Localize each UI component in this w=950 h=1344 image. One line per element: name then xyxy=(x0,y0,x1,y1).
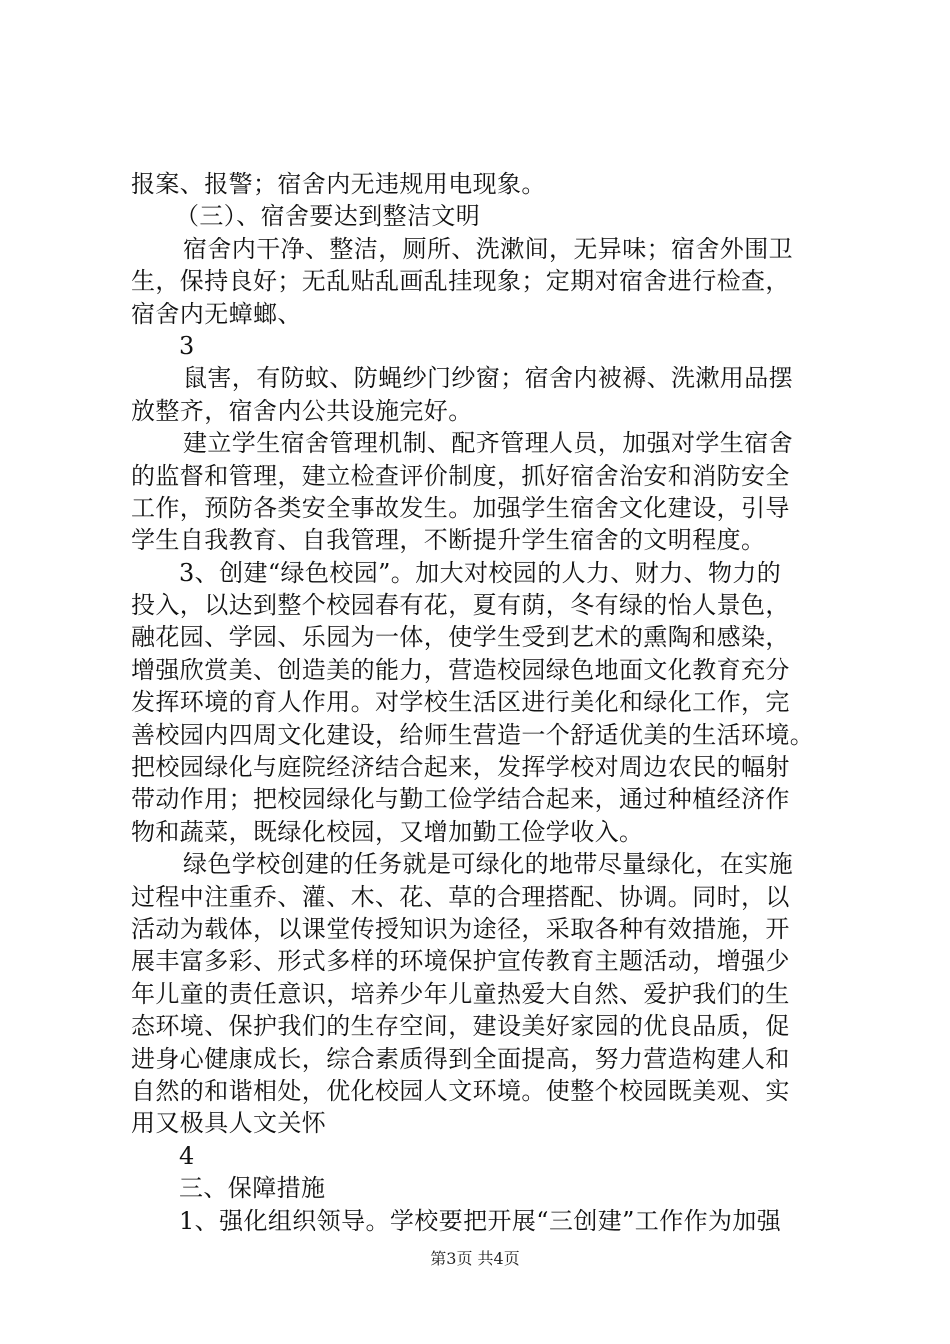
text-line: 工作，预防各类安全事故发生。加强学生宿舍文化建设，引导 xyxy=(131,493,790,522)
text-line: 3、创建“绿色校园”。加大对校园的人力、财力、物力的 xyxy=(179,558,782,587)
text-line: 1、强化组织领导。学校要把开展“三创建”工作作为加强 xyxy=(179,1206,782,1235)
page-footer: 第3页 共4页 xyxy=(430,1249,520,1268)
text-line: 态环境、保护我们的生存空间，建设美好家园的优良品质，促 xyxy=(131,1012,790,1041)
text-line: 增强欣赏美、创造美的能力，营造校园绿色地面文化教育充分 xyxy=(131,655,790,684)
text-line: 物和蔬菜，既绿化校园，又增加勤工俭学收入。 xyxy=(131,817,644,846)
text-line: 过程中注重乔、灌、木、花、草的合理搭配、协调。同时，以 xyxy=(131,882,790,911)
section-heading: （三）、宿舍要达到整洁文明 xyxy=(175,202,481,231)
text-line: 宿舍内无蟑螂、 xyxy=(131,299,302,328)
text-line: 善校园内四周文化建设，给师生营造一个舒适优美的生活环境。 xyxy=(131,720,815,749)
page-number-marker: 3 xyxy=(179,331,195,360)
text-line: 进身心健康成长，综合素质得到全面提高，努力营造构建人和 xyxy=(131,1044,790,1073)
text-line: 鼠害，有防蚊、防蝇纱门纱窗；宿舍内被褥、洗漱用品摆 xyxy=(183,364,793,393)
text-line: 投入，以达到整个校园春有花，夏有荫，冬有绿的怡人景色， xyxy=(131,591,790,620)
text-line: 放整齐，宿舍内公共设施完好。 xyxy=(131,396,473,425)
text-line: 自然的和谐相处，优化校园人文环境。使整个校园既美观、实 xyxy=(131,1076,790,1105)
text-line: 的监督和管理，建立检查评价制度，抓好宿舍治安和消防安全 xyxy=(131,461,790,490)
section-heading: 三、保障措施 xyxy=(179,1174,326,1203)
text-line: 展丰富多彩、形式多样的环境保护宣传教育主题活动，增强少 xyxy=(131,947,790,976)
text-line: 融花园、学园、乐园为一体，使学生受到艺术的熏陶和感染， xyxy=(131,623,790,652)
page-number-marker: 4 xyxy=(179,1141,195,1170)
document-body xyxy=(131,168,831,1237)
text-line: 把校园绿化与庭院经济结合起来，发挥学校对周边农民的幅射 xyxy=(131,753,790,782)
text-line: 发挥环境的育人作用。对学校生活区进行美化和绿化工作，完 xyxy=(131,688,790,717)
text-line: 活动为载体，以课堂传授知识为途径，采取各种有效措施，开 xyxy=(131,914,790,943)
text-line: 带动作用；把校园绿化与勤工俭学结合起来，通过种植经济作 xyxy=(131,785,790,814)
text-line: 报案、报警；宿舍内无违规用电现象。 xyxy=(131,170,546,198)
text-line: 用又极具人文关怀 xyxy=(131,1109,327,1138)
text-line: 建立学生宿舍管理机制、配齐管理人员，加强对学生宿舍 xyxy=(183,429,793,458)
text-line: 年儿童的责任意识，培养少年儿童热爱大自然、爱护我们的生 xyxy=(131,979,790,1008)
text-line: 绿色学校创建的任务就是可绿化的地带尽量绿化，在实施 xyxy=(183,850,793,879)
text-line: 生，保持良好；无乱贴乱画乱挂现象；定期对宿舍进行检查， xyxy=(131,267,790,296)
text-line: 宿舍内干净、整洁，厕所、洗漱间，无异味；宿舍外围卫 xyxy=(183,234,793,263)
text-line: 学生自我教育、自我管理，不断提升学生宿舍的文明程度。 xyxy=(131,526,766,555)
